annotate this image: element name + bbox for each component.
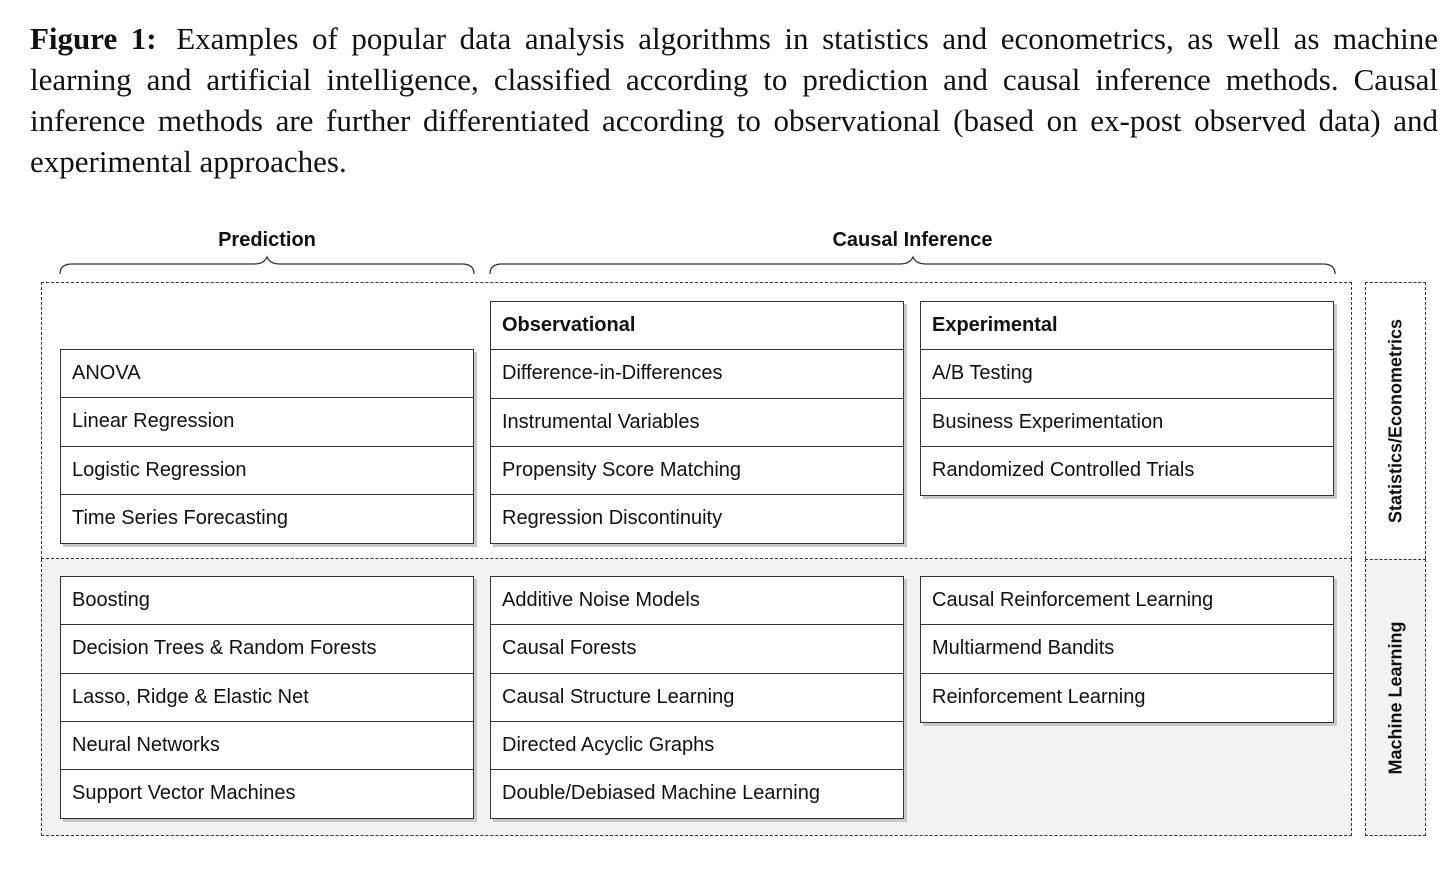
list-item: Causal Forests	[491, 625, 903, 673]
ml-observational-box	[490, 576, 904, 819]
ml-experimental-box	[920, 576, 1334, 723]
list-item: Double/Debiased Machine Learning	[502, 782, 820, 805]
list-item: Neural Networks	[61, 722, 473, 770]
list-item: Causal Reinforcement Learning	[921, 577, 1333, 625]
list-item: ANOVA	[61, 350, 473, 398]
stats-observational-box	[490, 301, 904, 544]
prediction-brace	[58, 256, 476, 278]
machine-learning-label: Machine Learning	[1385, 620, 1405, 775]
list-item: Difference-in-Differences	[491, 350, 903, 398]
list-item: Lasso, Ridge & Elastic Net	[61, 674, 473, 722]
list-item: Regression Discontinuity	[502, 507, 723, 530]
figure-caption	[30, 18, 1438, 182]
ml-side-panel	[1365, 559, 1426, 836]
list-item: Logistic Regression	[61, 447, 473, 495]
ml-prediction-box	[60, 576, 474, 819]
prediction-heading: Prediction	[218, 229, 316, 251]
causal-inference-heading: Causal Inference	[832, 229, 993, 251]
list-item: Support Vector Machines	[72, 782, 296, 805]
figure-caption-text: Examples of popular data analysis algorithms in statistics and econometrics, as well as machine learning and artificial intelligence, classified according to prediction and causal inference methods. Causal inference methods are further differentiated according to observational (based on ex-post observed data) and experimental approaches.	[30, 21, 1439, 179]
list-item: Randomized Controlled Trials	[932, 458, 1195, 481]
list-item: Multiarmend Bandits	[921, 625, 1333, 673]
statistics-econometrics-label: Statistics/Econometrics	[1385, 318, 1405, 524]
list-item: Causal Structure Learning	[491, 674, 903, 722]
experimental-header: Experimental	[921, 302, 1333, 350]
list-item: Time Series Forecasting	[72, 506, 288, 529]
statistics-side-panel	[1365, 282, 1426, 559]
list-item: Instrumental Variables	[491, 399, 903, 447]
list-item: Boosting	[61, 577, 473, 625]
list-item: Additive Noise Models	[491, 577, 903, 625]
list-item: A/B Testing	[921, 350, 1333, 398]
list-item: Reinforcement Learning	[932, 685, 1146, 708]
causal-inference-brace	[488, 256, 1337, 278]
list-item: Propensity Score Matching	[491, 447, 903, 495]
list-item: Business Experimentation	[921, 399, 1333, 447]
figure-label: Figure 1:	[30, 21, 157, 56]
list-item: Directed Acyclic Graphs	[491, 722, 903, 770]
stats-prediction-box	[60, 349, 474, 544]
list-item: Linear Regression	[61, 398, 473, 446]
list-item: Decision Trees & Random Forests	[61, 625, 473, 673]
stats-experimental-box	[920, 301, 1334, 496]
observational-header: Observational	[491, 302, 903, 350]
